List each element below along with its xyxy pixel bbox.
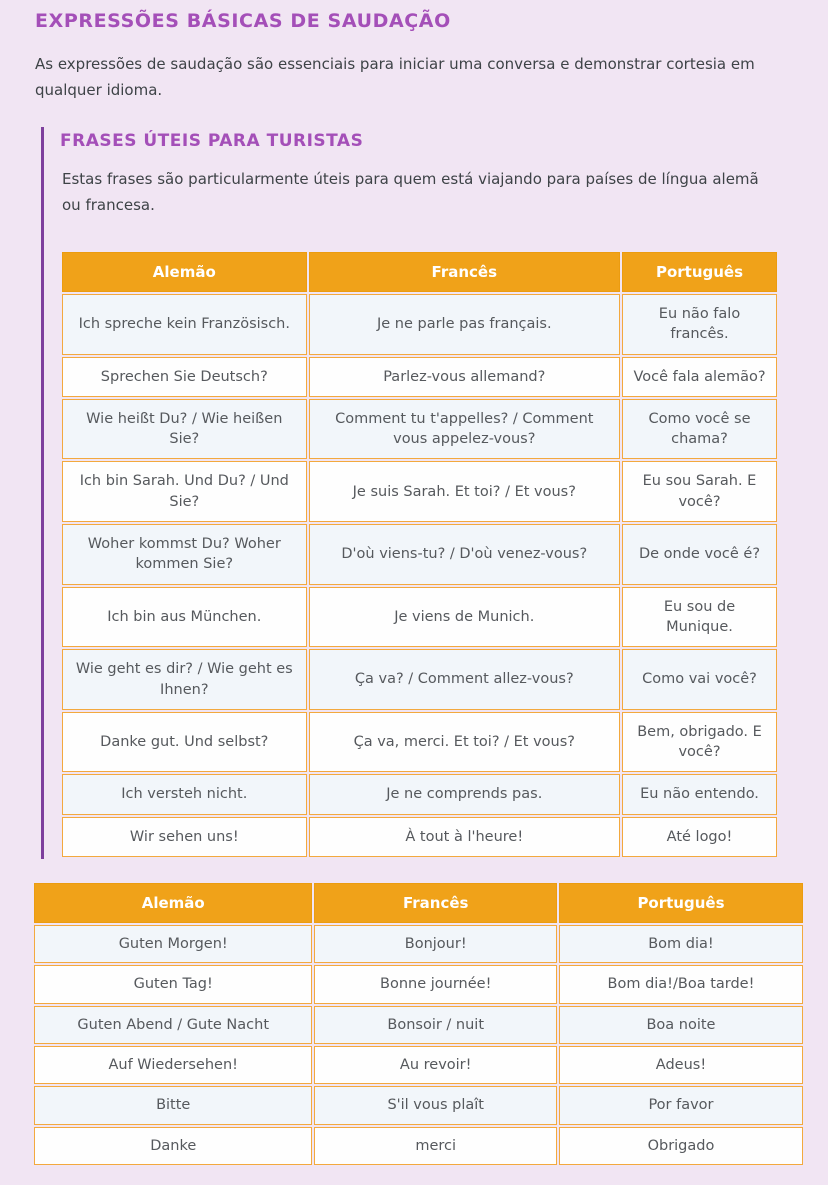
table-row: [62, 399, 777, 460]
table-row: [34, 965, 803, 1003]
table-cell: Bem, obrigado. E você?: [622, 712, 777, 773]
table-cell: Bonjour!: [314, 925, 557, 963]
table-row: [62, 587, 777, 648]
table-row: [34, 1086, 803, 1124]
table-cell: De onde você é?: [622, 524, 777, 585]
table-cell: Ça va, merci. Et toi? / Et vous?: [309, 712, 620, 773]
table-cell: Como você se chama?: [622, 399, 777, 460]
column-header: Francês: [309, 252, 620, 292]
table-row: [62, 774, 777, 814]
table-row: [62, 817, 777, 857]
table-cell: D'où viens-tu? / D'où venez-vous?: [309, 524, 620, 585]
section-heading: FRASES ÚTEIS PARA TURISTAS: [60, 131, 364, 151]
table-cell: Eu sou Sarah. E você?: [622, 461, 777, 522]
table-cell: Eu sou de Munique.: [622, 587, 777, 648]
table-cell: Ich versteh nicht.: [62, 774, 307, 814]
table-cell: Ich spreche kein Französisch.: [62, 294, 307, 355]
table-cell: Eu não falo francês.: [622, 294, 777, 355]
table-cell: Bonsoir / nuit: [314, 1006, 557, 1044]
tourist-phrases-section: [41, 127, 790, 859]
column-header: Português: [559, 883, 803, 923]
table-cell: Wie geht es dir? / Wie geht es Ihnen?: [62, 649, 307, 710]
table-cell: Obrigado: [559, 1127, 803, 1165]
table-cell: Por favor: [559, 1086, 803, 1124]
table-cell: Comment tu t'appelles? / Comment vous appelez-vous?: [309, 399, 620, 460]
table-cell: Bonne journée!: [314, 965, 557, 1003]
table-cell: Até logo!: [622, 817, 777, 857]
column-header: Francês: [314, 883, 557, 923]
table-cell: Je suis Sarah. Et toi? / Et vous?: [309, 461, 620, 522]
table-cell: Ça va? / Comment allez-vous?: [309, 649, 620, 710]
table-row: [62, 357, 777, 397]
table-cell: Bom dia!: [559, 925, 803, 963]
table-cell: Como vai você?: [622, 649, 777, 710]
table-cell: Je ne comprends pas.: [309, 774, 620, 814]
table-row: [62, 524, 777, 585]
table-cell: Danke gut. Und selbst?: [62, 712, 307, 773]
table-cell: Guten Tag!: [34, 965, 312, 1003]
column-header: Português: [622, 252, 777, 292]
table-cell: S'il vous plaît: [314, 1086, 557, 1124]
table-cell: À tout à l'heure!: [309, 817, 620, 857]
table-cell: Woher kommst Du? Woher kommen Sie?: [62, 524, 307, 585]
table-cell: merci: [314, 1127, 557, 1165]
table-cell: Bitte: [34, 1086, 312, 1124]
table-cell: Je ne parle pas français.: [309, 294, 620, 355]
table-row: [62, 649, 777, 710]
table-cell: Sprechen Sie Deutsch?: [62, 357, 307, 397]
table-cell: Ich bin Sarah. Und Du? / Und Sie?: [62, 461, 307, 522]
section-description: Estas frases são particularmente úteis para quem está viajando para países de língua alemã ou francesa.: [62, 170, 759, 214]
column-header: Alemão: [62, 252, 307, 292]
table-row: [62, 294, 777, 355]
table-header-row: [34, 883, 803, 923]
table-row: [62, 712, 777, 773]
table-row: [34, 1127, 803, 1165]
basic-greetings-table: [32, 881, 805, 1167]
table-cell: Wie heißt Du? / Wie heißen Sie?: [62, 399, 307, 460]
tourist-phrases-table: [60, 250, 779, 859]
table-cell: Adeus!: [559, 1046, 803, 1084]
table-row: [34, 1046, 803, 1084]
page-title: EXPRESSÕES BÁSICAS DE SAUDAÇÃO: [35, 10, 451, 32]
table-cell: Bom dia!/Boa tarde!: [559, 965, 803, 1003]
table-cell: Parlez-vous allemand?: [309, 357, 620, 397]
table-cell: Je viens de Munich.: [309, 587, 620, 648]
table-cell: Guten Morgen!: [34, 925, 312, 963]
table-cell: Auf Wiedersehen!: [34, 1046, 312, 1084]
table-row: [34, 925, 803, 963]
intro-paragraph: As expressões de saudação são essenciais para iniciar uma conversa e demonstrar cortesia em qualquer idioma.: [35, 55, 755, 99]
table-cell: Ich bin aus München.: [62, 587, 307, 648]
table-row: [62, 461, 777, 522]
table-cell: Eu não entendo.: [622, 774, 777, 814]
table-cell: Você fala alemão?: [622, 357, 777, 397]
table-cell: Au revoir!: [314, 1046, 557, 1084]
table-cell: Guten Abend / Gute Nacht: [34, 1006, 312, 1044]
table-cell: Danke: [34, 1127, 312, 1165]
table-cell: Boa noite: [559, 1006, 803, 1044]
column-header: Alemão: [34, 883, 312, 923]
table-header-row: [62, 252, 777, 292]
table-cell: Wir sehen uns!: [62, 817, 307, 857]
table-row: [34, 1006, 803, 1044]
